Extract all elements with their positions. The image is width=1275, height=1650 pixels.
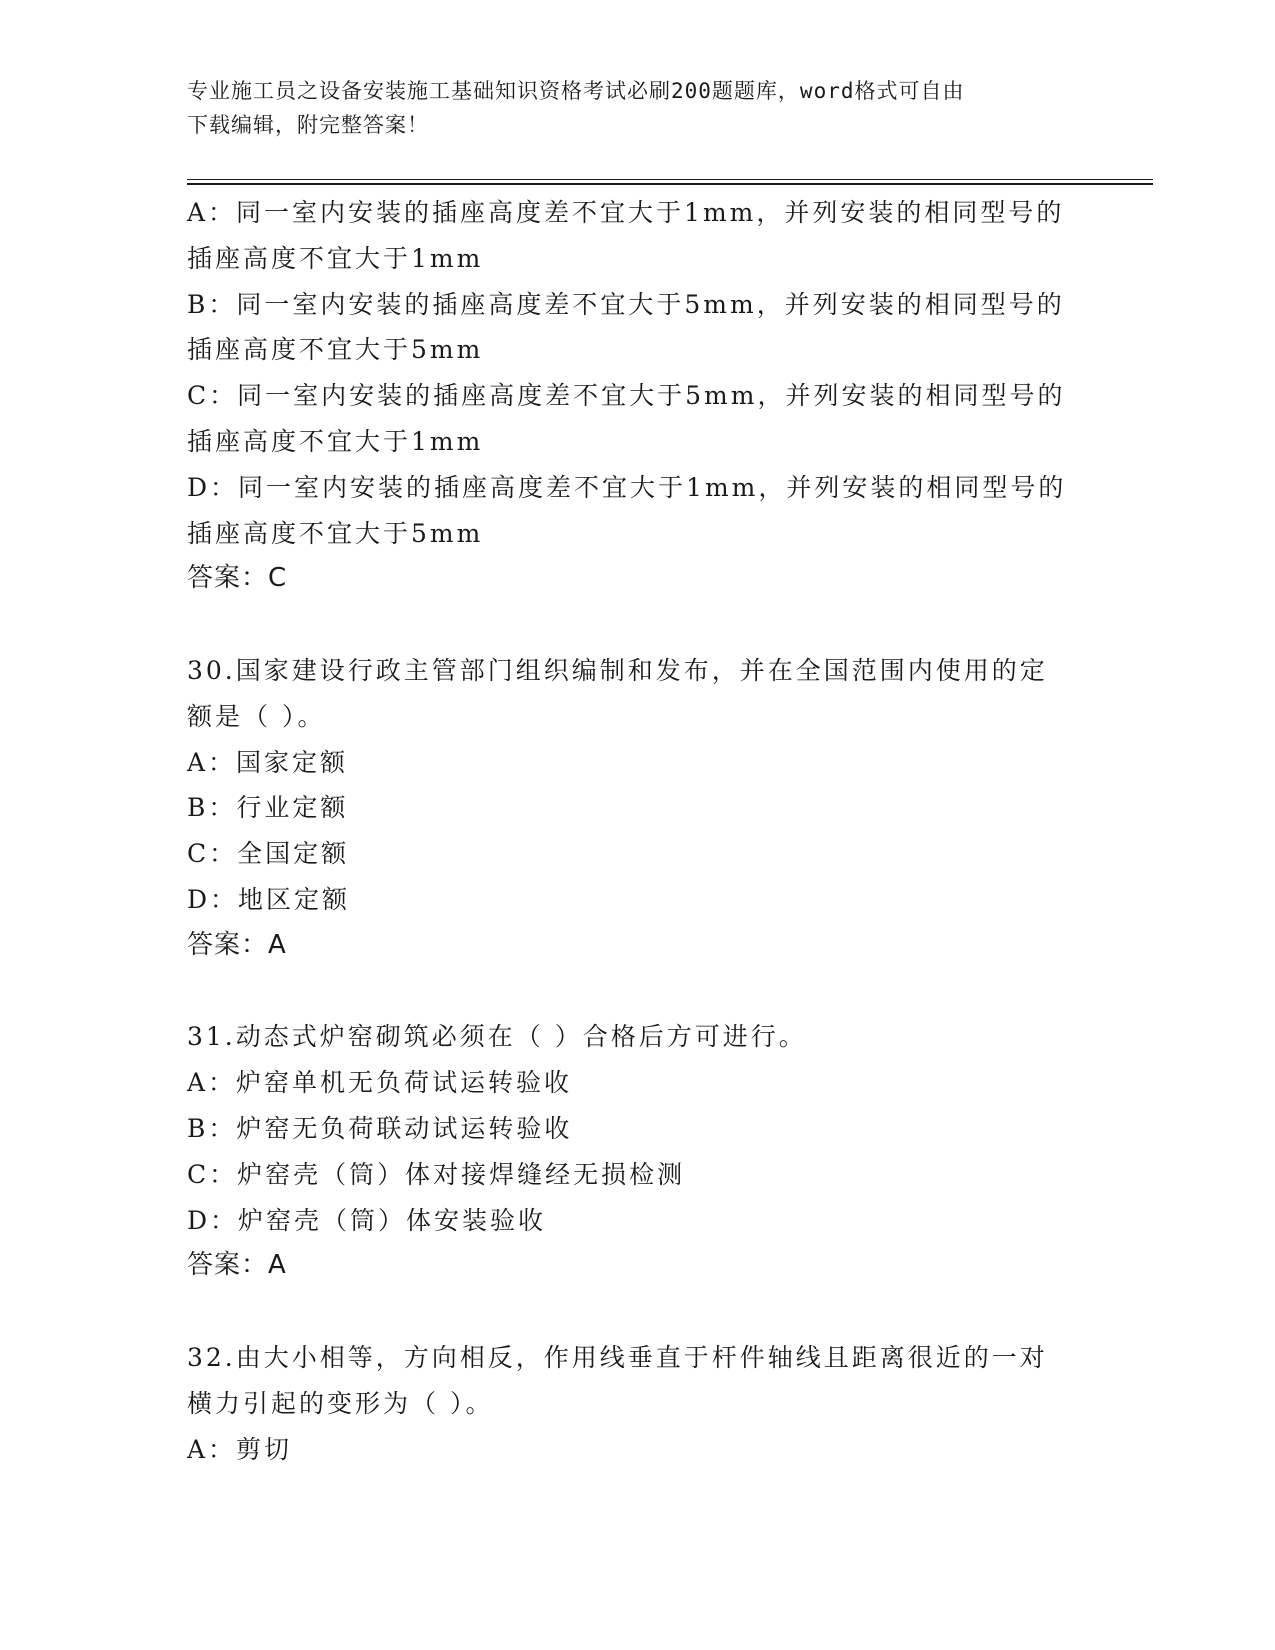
q31-answer: 答案：A: [187, 1250, 287, 1281]
q29-option-b-line-1: B：同一室内安装的插座高度差不宜大于5mm，并列安装的相同型号的: [187, 289, 1065, 319]
q30-option-a: A：国家定额: [187, 747, 349, 777]
q29-option-c-line-1: C：同一室内安装的插座高度差不宜大于5mm，并列安装的相同型号的: [187, 381, 1066, 411]
q32-stem-line-1: 32.由大小相等，方向相反，作用线垂直于杆件轴线且距离很近的一对: [187, 1342, 1048, 1372]
q31-option-c: C：炉窑壳（筒）体对接焊缝经无损检测: [187, 1159, 686, 1189]
q29-option-d-line-2: 插座高度不宜大于5mm: [187, 518, 484, 548]
q29-option-a-line-1: A：同一室内安装的插座高度差不宜大于1mm，并列安装的相同型号的: [187, 198, 1065, 227]
spacer: [187, 969, 1087, 1015]
q32-option-a: A：剪切: [187, 1434, 293, 1464]
question-29: [187, 190, 1087, 602]
header-rule-thick: [187, 183, 1153, 185]
q30-answer: 答案：A: [187, 929, 287, 960]
question-content: [187, 190, 1087, 1472]
q30-option-d: D：地区定额: [187, 884, 351, 914]
q31-stem-line-1: 31.动态式炉窑砌筑必须在（ ）合格后方可进行。: [187, 1022, 807, 1052]
q29-option-d-line-1: D：同一室内安装的插座高度差不宜大于1mm，并列安装的相同型号的: [187, 472, 1067, 502]
q29-option-a-line-2: 插座高度不宜大于1mm: [187, 243, 484, 273]
q31-option-d: D：炉窑壳（筒）体安装验收: [187, 1205, 547, 1235]
header-line-1: 专业施工员之设备安装施工基础知识资格考试必刷200题题库，word格式可自由: [187, 79, 965, 103]
q30-stem-line-2: 额是（ ）。: [187, 701, 326, 731]
header-line-2: 下载编辑，附完整答案！: [187, 113, 429, 137]
q29-answer: 答案：C: [187, 563, 288, 594]
q30-option-c: C：全国定额: [187, 839, 350, 869]
q32-stem-line-2: 横力引起的变形为（ ）。: [187, 1388, 494, 1418]
document-header: [187, 74, 1087, 142]
header-rule-thin: [187, 179, 1153, 180]
question-32: [187, 1335, 1087, 1472]
spacer: [187, 1289, 1087, 1335]
q31-option-b: B：炉窑无负荷联动试运转验收: [187, 1113, 573, 1143]
question-31: [187, 1014, 1087, 1289]
spacer: [187, 602, 1087, 648]
q30-stem-line-1: 30.国家建设行政主管部门组织编制和发布，并在全国范围内使用的定: [187, 655, 1048, 685]
q30-option-b: B：行业定额: [187, 793, 349, 823]
q29-option-c-line-2: 插座高度不宜大于1mm: [187, 426, 484, 456]
q31-option-a: A：炉窑单机无负荷试运转验收: [187, 1068, 573, 1098]
question-30: [187, 648, 1087, 969]
q29-option-b-line-2: 插座高度不宜大于5mm: [187, 335, 484, 365]
